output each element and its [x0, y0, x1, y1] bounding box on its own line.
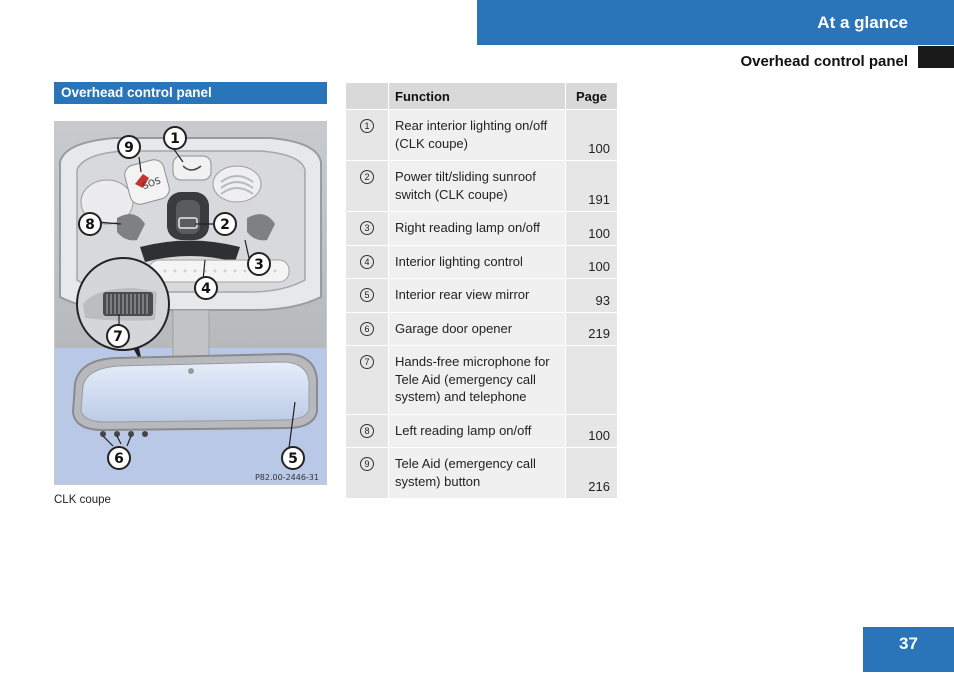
row-function: Tele Aid (emergency call system) button [389, 448, 566, 499]
table-row [346, 312, 618, 346]
table-row [346, 110, 618, 161]
page-number-tab [863, 627, 954, 672]
row-page-link[interactable]: 191 [566, 161, 618, 212]
overhead-panel-illustration [54, 121, 327, 485]
section-title: At a glance [817, 13, 908, 32]
row-number: 1 [360, 119, 374, 133]
header-number [346, 83, 389, 110]
callout-5: 5 [288, 451, 298, 467]
header-page: Page [566, 83, 618, 110]
function-table [345, 82, 618, 499]
row-number: 5 [360, 288, 374, 302]
table-row [346, 212, 618, 246]
section-header [477, 0, 954, 45]
row-number: 8 [360, 424, 374, 438]
callout-4: 4 [201, 281, 211, 297]
row-number: 4 [360, 255, 374, 269]
row-function: Right reading lamp on/off [389, 212, 566, 246]
row-function: Rear interior lighting on/off (CLK coupe) [389, 110, 566, 161]
row-function: Left reading lamp on/off [389, 414, 566, 448]
callout-2: 2 [220, 217, 230, 233]
table-row [346, 161, 618, 212]
row-function: Power tilt/sliding sunroof switch (CLK coupe) [389, 161, 566, 212]
row-function: Hands-free microphone for Tele Aid (emergency call system) and telephone [389, 346, 566, 415]
callout-8: 8 [85, 217, 95, 233]
row-page-link[interactable]: 93 [566, 279, 618, 313]
row-number: 6 [360, 322, 374, 336]
thumb-tab [918, 46, 954, 68]
row-number: 7 [360, 355, 374, 369]
row-page-link[interactable]: 100 [566, 245, 618, 279]
row-page-link[interactable]: 100 [566, 110, 618, 161]
table-row [346, 448, 618, 499]
sos-label: SOS [141, 176, 163, 193]
row-page-link[interactable]: 216 [566, 448, 618, 499]
callout-9: 9 [124, 140, 134, 156]
table-row [346, 414, 618, 448]
callout-6: 6 [114, 451, 124, 467]
table-row [346, 279, 618, 313]
row-number: 2 [360, 170, 374, 184]
image-code: P82.00-2446-31 [254, 473, 319, 482]
page-subtitle: Overhead control panel [740, 53, 908, 70]
callout-3: 3 [254, 257, 264, 273]
row-number: 9 [360, 457, 374, 471]
table-header-row [346, 83, 618, 110]
callout-7: 7 [113, 329, 123, 345]
callout-1: 1 [170, 131, 180, 147]
header-function: Function [389, 83, 566, 110]
row-page-link[interactable]: 219 [566, 312, 618, 346]
table-row [346, 245, 618, 279]
row-function: Interior rear view mirror [389, 279, 566, 313]
row-page-link[interactable]: 100 [566, 414, 618, 448]
row-page-link [566, 346, 618, 415]
illustration-caption: CLK coupe [54, 494, 111, 506]
table-row [346, 346, 618, 415]
row-page-link[interactable]: 100 [566, 212, 618, 246]
page-number: 37 [899, 634, 918, 653]
row-function: Garage door opener [389, 312, 566, 346]
row-function: Interior lighting control [389, 245, 566, 279]
row-number: 3 [360, 221, 374, 235]
panel-heading: Overhead control panel [54, 82, 327, 104]
